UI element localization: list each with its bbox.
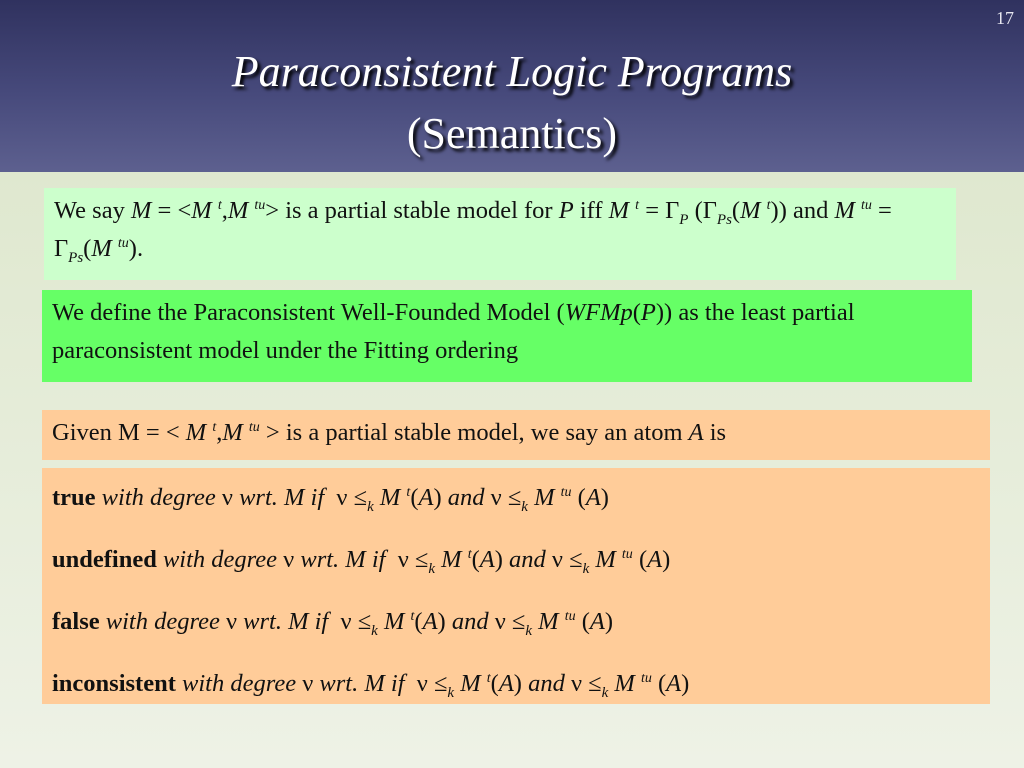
status-keyword: inconsistent — [52, 670, 176, 697]
atom-status-intro: Given M = < M $^t$,M $^{tu}$ > is a partial stable model, we say an atom A is — [42, 410, 990, 460]
partial-stable-model-definition: We say M = <M $^t$,M $^{tu}$> is a partial stable model for P iff M $^t = \Gamma_P$ ($\Gamma_{Ps}(M$ $^t$)) and M $^{tu} = \Gamma_{Ps}(M$ $^{tu}$). — [44, 188, 956, 280]
atom-status-list — [42, 468, 990, 704]
status-row-false: false with degree ν wrt. M if $\nu \le_k$ M $^t$(A) and $\nu \le_k$ M $^{tu}$ (A) — [52, 608, 614, 639]
status-row-inconsistent: inconsistent with degree ν wrt. M if $\nu \le_k$ M $^t$(A) and $\nu \le_k$ M $^{tu}$ (A) — [52, 670, 690, 701]
status-row-true: true with degree ν wrt. M if $\nu \le_k$ M $^t$(A) and $\nu \le_k$ M $^{tu}$ (A) — [52, 484, 609, 515]
status-row-undefined: undefined with degree ν wrt. M if $\nu \le_k$ M $^t$(A) and $\nu \le_k$ M $^{tu}$ (A) — [52, 546, 671, 577]
wfmp-definition: We define the Paraconsistent Well-Founded Model (WFMp(P)) as the least partial paraconsistent model under the Fitting ordering — [42, 290, 972, 382]
slide-number: 17 — [996, 8, 1014, 28]
status-keyword: false — [52, 608, 100, 635]
status-keyword: undefined — [52, 546, 157, 573]
status-keyword: true — [52, 484, 96, 511]
slide-title: Paraconsistent Logic Programs — [231, 47, 793, 96]
title-banner — [0, 0, 1024, 172]
slide-subtitle: (Semantics) — [406, 109, 618, 158]
